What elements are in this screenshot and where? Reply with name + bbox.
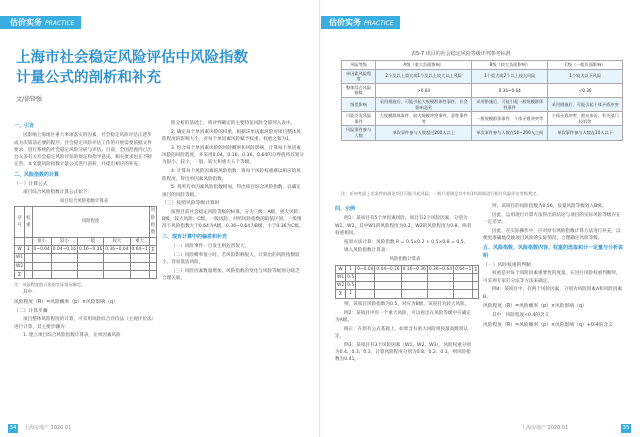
paragraph: 项目综合风险指数计算公式如下：	[23, 190, 92, 196]
paragraph: 例3：某项目有3个风险因素（W1、W2、W3），风险权重分别为0.4、0.3、0.3，计算风险程度分别为0.8、0.2、0.1，则风险指数为0.41。	[335, 342, 472, 363]
table-row	[342, 126, 623, 140]
table-subheader-cell: 一般	[78, 237, 104, 245]
table-cell: 0.36~0.64	[105, 246, 129, 252]
table-caption: 风险指数计算表	[389, 257, 421, 263]
table-cell: W1	[337, 274, 345, 280]
section-heading: 五、风险指数、风险指数内容、权重的选取和计一定量与分析说明	[483, 245, 624, 259]
paragraph: 项目整体风险程度的计算，可采用风险综合评价法（主观评价法）进行计算，其主要步骤为：	[14, 317, 154, 330]
table-cell: >0.64	[376, 83, 472, 97]
table-cell: 级差影响	[342, 97, 376, 111]
table-cell: W	[15, 245, 25, 253]
table-cell: 0.64~1	[455, 266, 472, 272]
table-cell: ∑	[15, 270, 25, 278]
table-row	[336, 273, 479, 281]
article-title	[16, 48, 306, 88]
formula: 风险程度（R）=风险概率（p）×风险影响（q）	[14, 299, 118, 305]
table-row	[15, 245, 157, 253]
table-cell: 单次事件参与人数在10人以下	[548, 126, 623, 140]
table-cell: 0.04~0.16	[376, 266, 400, 272]
table-cell: 单次事件参与人数在50~200人之间	[472, 126, 548, 140]
paragraph: 填入风险指数计算表：	[344, 248, 390, 254]
paragraph: 险分析的基础上，将评判确定的主要特征风险全部列入表中。	[171, 121, 296, 126]
table-cell: 个体矛盾冲突、群众来访、有关部门投诉等	[548, 112, 623, 126]
risk-index-table	[14, 206, 157, 279]
subheading: （一）计算公式	[14, 182, 48, 188]
table-subheader-cell: 较小	[51, 237, 77, 245]
table-cell: 整体综合风险指数	[342, 83, 376, 97]
footer-left: 上海房地产 2020.01	[24, 425, 72, 431]
table-cell: 2个及以上重大或1个及以上较大以上风险	[376, 69, 472, 83]
table-cell: 0.5	[347, 274, 355, 280]
table-cell: 0~0.04	[357, 266, 374, 272]
section-heading: 三、现有计算中的偏差和补充	[162, 233, 228, 240]
subheading: （二）计算步骤	[14, 309, 48, 315]
table-cell: 1	[346, 265, 356, 273]
table-row	[15, 262, 157, 270]
table-cell: 1	[346, 290, 356, 298]
section-header-right	[321, 16, 400, 29]
table-header-cell: B级（较大负面影响）	[472, 61, 548, 70]
formula: 风险程度（R）=风险概率（p）×风险影响（q）+0.4的含义	[483, 322, 613, 328]
paragraph: 按原方法计算：风险指数 R = 0.5×0.2 + 0.5×0.8 = 0.5。	[344, 239, 469, 245]
paragraph: 其中：	[23, 290, 37, 296]
paragraph: 修正：在原有公式基础上，如果含有重大风险则按最高级别认定。	[335, 326, 469, 339]
paragraph: 因此，在实际操作中，应对原有风险指数计算方法进行补充，以便更准确地反映项目风险的实际情况，合理确定风险等级。	[483, 228, 621, 242]
table-header-cell: C级（一般负面影响）	[548, 61, 623, 70]
table-cell: 0.5	[347, 283, 355, 289]
paragraph: 因此，运用现行计算方法得出的结论与项目的实际风险等级存在一定差异。	[483, 212, 621, 226]
right-column-2	[483, 203, 625, 331]
table-row	[342, 69, 623, 83]
section-header-left	[0, 16, 81, 29]
paragraph: 其中：风险程度<0.4的含义	[492, 313, 550, 319]
table-subheader-cell: 很小	[32, 237, 51, 245]
table-cell: 0.16~0.36	[402, 266, 426, 272]
table-cell: 一般规模群体事件、个体矛盾冲突等	[472, 112, 548, 126]
table-note: 注：任何考虑上述条件的满足项目可能引起风险、一般只要满足其中的1项即需进行相应风险评估等级判定。	[341, 191, 541, 196]
table-cell: ∑	[474, 266, 478, 272]
title-line-2: 计量公式的剖析和补充	[16, 70, 161, 86]
table-row	[15, 270, 157, 278]
table-row	[342, 112, 623, 126]
paragraph: 按照目前社会稳定风险等级的标准，分为三级：A级，重大风险；B级，较大风险；C级，一般风险。对照风险指数的取值区间，一般情况下风险指数大于0.64为A级，0.36~0.64为B级，小于0.36为C级。	[162, 209, 304, 230]
subheading: （三）按照风险等级计算时	[162, 201, 220, 207]
table-cell: 采用措施后，可能引起个体矛盾冲突	[548, 97, 623, 111]
left-column-1	[14, 120, 154, 341]
subheading: （一）风险权重的判断	[483, 263, 531, 269]
table-row	[15, 254, 157, 262]
page-number-left: 34	[9, 425, 17, 431]
table-cell: 采用措施后，可能引起一般规模群体性事件	[472, 97, 548, 111]
table-cell: 可能引发风险事件	[342, 112, 376, 126]
table-cell: 1个较大以下风险	[548, 69, 623, 83]
table-cell: 0.36~0.64	[428, 266, 453, 272]
author: 文/徐锋强	[16, 96, 43, 103]
left-column-2	[162, 120, 304, 284]
section-heading: 二、风险指数的计算	[14, 171, 60, 178]
table-header-cell: 序号	[15, 207, 25, 237]
table-cell: ∑	[149, 245, 156, 253]
example-table	[335, 265, 479, 299]
table-cell: 1个重大或2个以上较大风险	[472, 69, 548, 83]
table-header-cell: 风险指数	[150, 208, 156, 236]
table-row	[342, 83, 623, 97]
section-header-cn: 估价实务	[329, 18, 361, 27]
right-page	[321, 0, 640, 437]
table-cell: ∑	[336, 290, 346, 298]
paragraph: 因影响上海地区重大事项落实的因素，社会稳定风险评估正逐步成为决策前必要的程序。社会稳定风险评估工作的开展需要依据文件要求，进行系统的社会稳定风险分析与评估。目前，全国范围内已出台众多有关社会稳定风险评估的规定和指导意见，相关要求也在不断完善。本文就风险指数计量公式进行剖析，并提出相应的补充。	[14, 133, 152, 168]
section-header-en: PRACTICE	[364, 20, 394, 27]
paragraph: 4. 计算每个风险因素的风险指数：将每个风险权重乘以相应的风险程度，得出单因素风险指数。	[162, 169, 301, 182]
page-number-right: 35	[622, 425, 630, 431]
table-cell: 单次事件参与人数超过200人以上	[376, 126, 472, 140]
table-cell: 风险事件参与人数	[342, 126, 376, 140]
table-cell: W1	[16, 255, 24, 261]
table-cell: 0.36~0.64	[472, 83, 548, 97]
table-subheader-cell: 重大	[130, 237, 149, 245]
table-header-cell: 风险程度	[32, 207, 149, 237]
paragraph: （三）风险因素数量增加，风险指数的变化与风险等级划分缺乏合理关联。	[162, 268, 300, 282]
table-cell: 大规模群体事件、较大规模冲突事件、恶性事件等	[376, 112, 472, 126]
paragraph: 例1：某项目有5个单因素风险，项目有2个风险因素，分别为W1、W2，其中W1的风险程度为0.2，W2的风险程度为0.8，两者权重相同。	[335, 216, 472, 236]
paragraph: 5. 将所有单因素风险指数相加，得出项目综合风险指数，以确定项目的风险等级。	[162, 185, 301, 198]
table-row	[342, 97, 623, 111]
table-cell: 0.64~1	[131, 246, 148, 252]
table-note: 注：风险程度值可依据实际情况确定。	[14, 282, 86, 288]
title-line-1: 上海市社会稳定风险评估中风险指数	[16, 50, 248, 66]
section-header-en: PRACTICE	[45, 20, 75, 27]
table-caption: 项目综合风险指数计算表	[59, 199, 109, 205]
paragraph: 例2：某项目中有一个重大风险，可以看出在风险等级中应确定为A级。	[335, 310, 471, 323]
table-caption: 表5-7 项目的社会稳定风险等级评判参考标准	[411, 51, 511, 57]
table-cell: 0~0.04	[33, 246, 50, 252]
section-header-cn: 估价实务	[10, 18, 42, 27]
table-cell: 1	[25, 245, 32, 253]
formula: 风险程度（R）=风险概率（p）×风险影响（q）	[483, 304, 587, 310]
table-cell: <0.36	[548, 83, 623, 97]
paragraph: 例4：某项目中，有两个风险因素，分别为风险因素A和风险因素B。	[483, 287, 623, 300]
table-header-cell: 权重	[25, 207, 32, 237]
paragraph: 则，该项目的风险指数为0.56，按量风险等级划入B级。	[492, 204, 607, 209]
table-header-cell: 风险等级	[342, 61, 376, 70]
table-cell: 采用措施后，可能引起大规模群体性事件，社会影响恶劣	[376, 97, 472, 111]
table-cell: W2	[16, 263, 24, 269]
table-cell: W2	[337, 283, 345, 289]
footer-right: 上海房地产 2020.01	[521, 425, 569, 431]
paragraph: 则，该项目风险指数为0.5，对应为B级，该项目为较大风险。	[344, 301, 470, 307]
section-heading: 四、示例	[335, 206, 356, 212]
table-header-cell: A级（重大负面影响）	[376, 61, 472, 70]
paragraph: 2. 确定每个单因素风险的权重，根据该单因素风险对项目整体风险程度的影响大小，对每个单因素风险赋予权重，权重之和为1。	[162, 129, 301, 143]
table-row	[336, 265, 479, 273]
table-row	[336, 282, 479, 290]
section-heading: 一、引言	[14, 123, 35, 129]
paragraph: （一）风险事件一旦发生则危害很大。	[171, 243, 250, 249]
risk-level-table	[341, 60, 623, 141]
table-cell: W	[336, 265, 346, 273]
table-subheader-cell: 较大	[104, 237, 130, 245]
table-row	[336, 290, 479, 298]
paragraph: 3. 结合每个单因素风险的风险概率和风险影响，计算每个单因素风险的风险程度，并采用0.04、0.16、0.36、0.64的分界值将其划分为很小、较小、一般、较大和重大五个等级。	[162, 145, 304, 166]
table-header-row	[342, 61, 623, 70]
paragraph: 权重是对每个风险因素重要性的度量。在进行风险权重判断时，可采用专家打分法等方法来确定。	[483, 271, 621, 284]
table-cell: 0.16~0.36	[79, 246, 103, 252]
table-cell: 单因素风险程度	[342, 69, 376, 83]
paragraph: 1. 建立项目综合风险指数计算表，在单因素风险	[23, 333, 121, 339]
right-column-1	[335, 203, 478, 365]
table-cell: 0.04~0.16	[52, 246, 77, 252]
paragraph: （二）风险概率很小时，若风险影响很大，计算出的风险指数较小，容易低估风险。	[162, 252, 300, 266]
